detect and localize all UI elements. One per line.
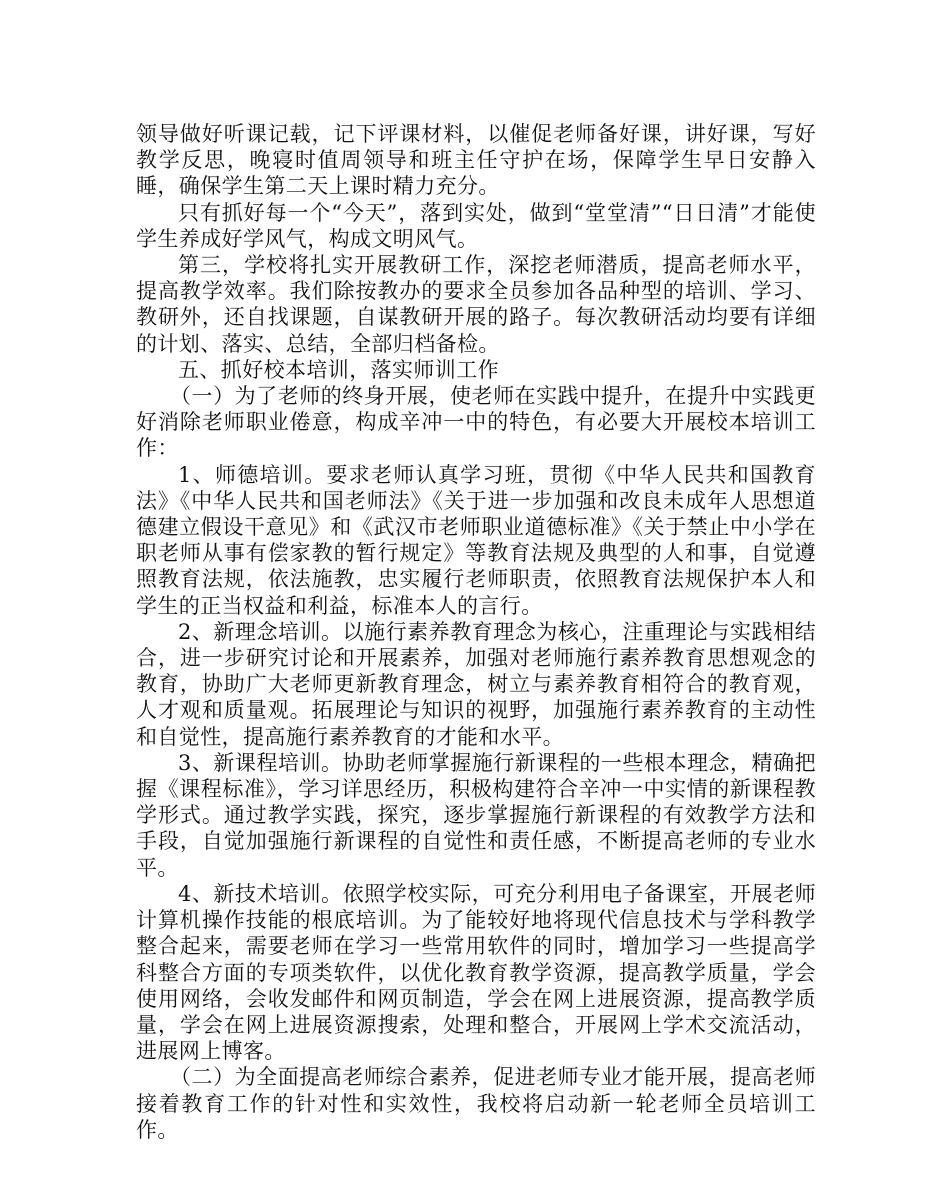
paragraph-continued-supervision: 领导做好听课记载，记下评课材料，以催促老师备好课，讲好课，写好教学反思，晚寝时值周领导和班主任守护在场，保障学生早日安静入睡，确保学生第二天上课时精力充分。 — [136, 122, 816, 199]
paragraph-full-staff-training: （二）为全面提高老师综合素养，促进老师专业才能开展，提高老师接着教育工作的针对性和实效性，我校将启动新一轮老师全员培训工作。 — [136, 1065, 816, 1142]
paragraph-new-technology-training: 4、新技术培训。依照学校实际，可充分利用电子备课室，开展老师计算机操作技能的根底培训。为了能较好地将现代信息技术与学科教学整合起来，需要老师在学习一些常用软件的同时，增加学习一些提高学科整合方面的专项类软件，以优化教育教学资源，提高教学质量，学会使用网络，会收发邮件和网页制造，学会在网上进展资源，提高教学质量，学会在网上进展资源搜索，处理和整合，开展网上学术交流活动，进展网上博客。 — [136, 881, 816, 1064]
paragraph-new-concept-training: 2、新理念培训。以施行素养教育理念为核心，注重理论与实践相结合，进一步研究讨论和开展素养，加强对老师施行素养教育思想观念的教育，协助广大老师更新教育理念，树立与素养教育相符合的教育观，人才观和质量观。拓展理论与知识的视野，加强施行素养教育的主动性和自觉性，提高施行素养教育的才能和水平。 — [136, 619, 816, 749]
paragraph-ethics-training: 1、师德培训。要求老师认真学习班，贯彻《中华人民共和国教育法》《中华人民共和国老师法》《关于进一步加强和改良未成年人思想道德建立假设干意见》和《武汉市老师职业道德标准》《关于禁止中小学在职老师从事有偿家教的暂行规定》等教育法规及典型的人和事，自觉遵照教育法规，依法施教，忠实履行老师职责，依照教育法规保护本人和学生的正当权益和利益，标准本人的言行。 — [136, 462, 816, 618]
paragraph-new-curriculum-training: 3、新课程培训。协助老师掌握施行新课程的一些根本理念，精确把握《课程标准》，学习详思经历，积极构建符合辛冲一中实情的新课程教学形式。通过教学实践，探究，逐步掌握施行新课程的有效教学方法和手段，自觉加强施行新课程的自觉性和责任感，不断提高老师的专业水平。 — [136, 750, 816, 880]
paragraph-training-purpose: （一）为了老师的终身开展，使老师在实践中提升，在提升中实践更好消除老师职业倦意，构成辛冲一中的特色，有必要大开展校本培训工作： — [136, 384, 816, 461]
paragraph-today-focus: 只有抓好每一个“今天”，落到实处，做到“堂堂清”“日日清”才能使学生养成好学风气，构成文明风气。 — [136, 200, 816, 251]
section-heading-school-training: 五、抓好校本培训，落实师训工作 — [178, 357, 499, 382]
paragraph-teaching-research: 第三，学校将扎实开展教研工作，深挖老师潜质，提高老师水平，提高教学效率。我们除按教办的要求全员参加各品种型的培训、学习、教研外，还自找课题，自谋教研开展的路子。每次教研活动均要有详细的计划、落实、总结，全部归档备检。 — [136, 253, 816, 356]
document-body — [136, 121, 816, 1143]
